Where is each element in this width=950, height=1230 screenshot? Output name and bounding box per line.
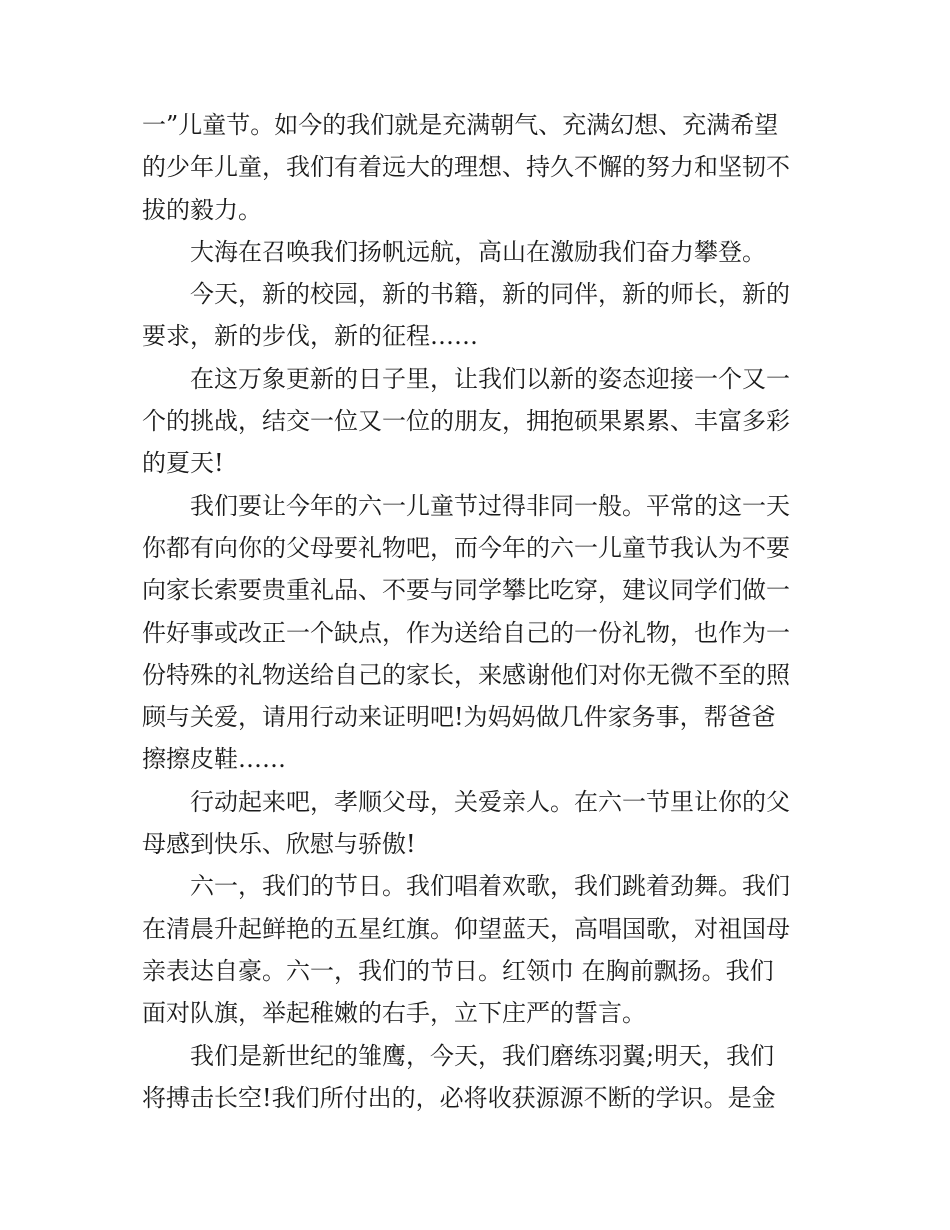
text-line: 大海在召唤我们扬帆远航，高山在激励我们奋力攀登。 [190, 237, 766, 266]
text-line: 在这万象更新的日子里，让我们以新的姿态迎接一个又一 [190, 364, 790, 393]
text-line: 顾与关爱，请用行动来证明吧!为妈妈做几件家务事，帮爸爸 [142, 703, 776, 732]
paragraph-3 [142, 273, 812, 358]
text-line: 的夏天! [142, 449, 224, 478]
paragraph-7 [142, 865, 812, 1034]
text-line: 行动起来吧，孝顺父母，关爱亲人。在六一节里让你的父 [190, 787, 790, 816]
paragraph-1 [142, 104, 812, 231]
text-line: 我们要让今年的六一儿童节过得非同一般。平常的这一天 [190, 491, 790, 520]
text-line: 的少年儿童，我们有着远大的理想、持久不懈的努力和坚韧不 [142, 153, 790, 182]
text-line: 今天，新的校园，新的书籍，新的同伴，新的师长，新的 [190, 280, 790, 309]
paragraph-6 [142, 781, 812, 866]
text-line: 件好事或改正一个缺点，作为送给自己的一份礼物，也作为一 [142, 618, 790, 647]
text-line: 我们是新世纪的雏鹰，今天，我们磨练羽翼;明天，我们 [190, 1041, 775, 1070]
paragraph-5 [142, 485, 812, 781]
text-line: 母感到快乐、欣慰与骄傲! [142, 830, 416, 859]
paragraph-2 [142, 231, 812, 273]
text-line: 面对队旗，举起稚嫩的右手，立下庄严的誓言。 [142, 999, 646, 1028]
text-line: 将搏击长空!我们所付出的，必将收获源源不断的学识。是金 [142, 1083, 776, 1112]
text-line: 拔的毅力。 [142, 195, 262, 224]
text-line: 擦擦皮鞋…… [142, 745, 286, 774]
text-line: 个的挑战，结交一位又一位的朋友，拥抱硕果累累、丰富多彩 [142, 407, 790, 436]
text-line: 一”儿童节。如今的我们就是充满朝气、充满幻想、充满希望 [142, 111, 779, 139]
text-line: 份特殊的礼物送给自己的家长，来感谢他们对你无微不至的照 [142, 660, 790, 689]
text-line: 亲表达自豪。六一，我们的节日。红领巾 在胸前飘扬。我们 [142, 956, 774, 985]
text-line: 在清晨升起鲜艳的五星红旗。仰望蓝天，高唱国歌，对祖国母 [142, 914, 790, 943]
paragraph-4 [142, 358, 812, 485]
document-body [142, 104, 812, 1119]
text-line: 要求，新的步伐，新的征程…… [142, 322, 478, 351]
text-line: 向家长索要贵重礼品、不要与同学攀比吃穿，建议同学们做一 [142, 576, 790, 605]
paragraph-8 [142, 1035, 812, 1120]
text-line: 六一，我们的节日。我们唱着欢歌，我们跳着劲舞。我们 [190, 872, 790, 901]
text-line: 你都有向你的父母要礼物吧，而今年的六一儿童节我认为不要 [142, 533, 790, 562]
